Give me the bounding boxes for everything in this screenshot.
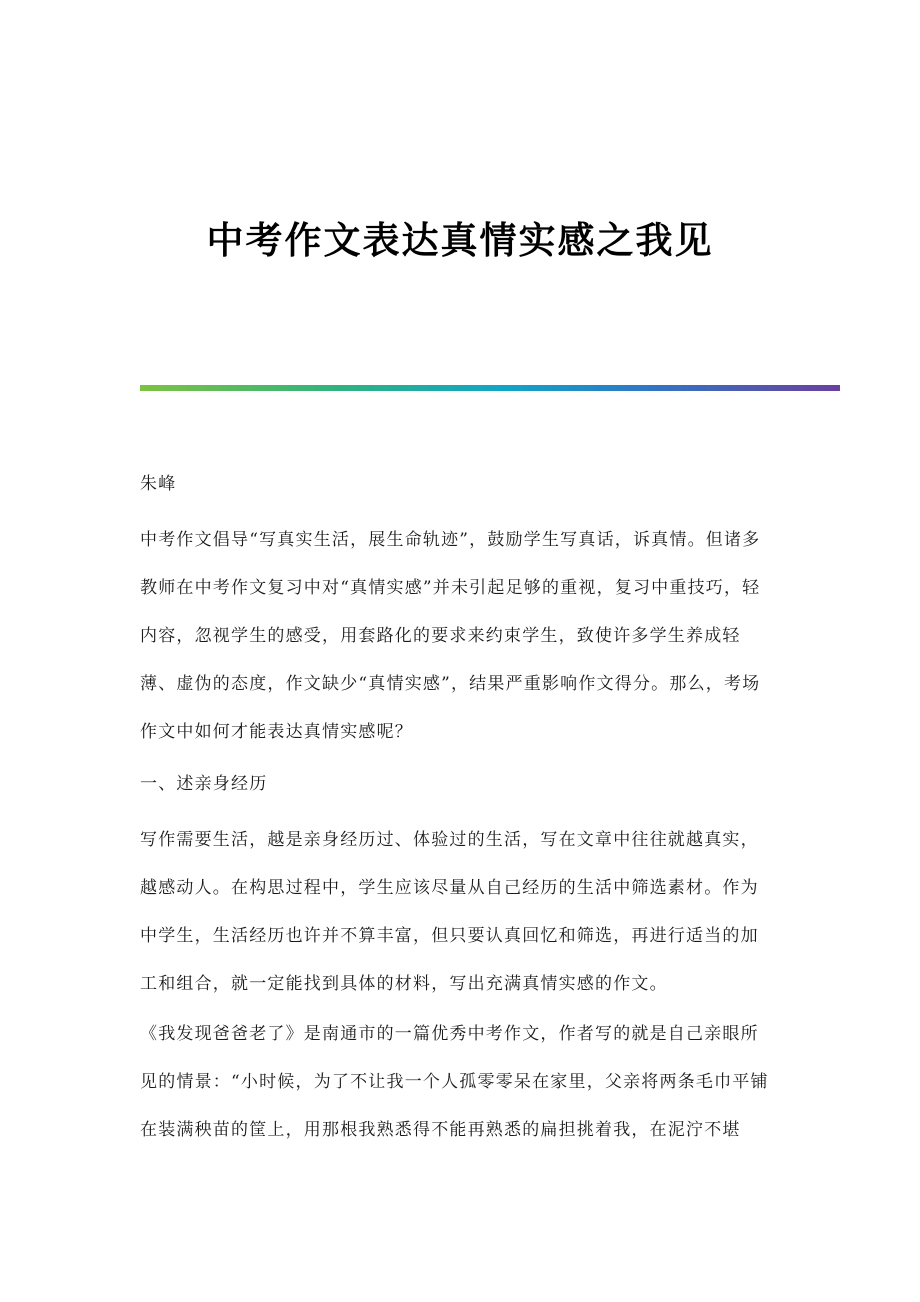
section-paragraph-1: 写作需要生活，越是亲身经历过、体验过的生活，写在文章中往往就越真实，越感动人。在构思过程中，学生应该尽量从自己经历的生活中筛选素材。作为中学生，生活经历也许并不算丰富，但只要认真回忆和筛选，再进行适当的加工和组合，就一定能找到具体的材料，写出充满真情实感的作文。 — [140, 830, 759, 994]
intro-paragraph: 中考作文倡导“写真实生活，展生命轨迹”，鼓励学生写真话，诉真情。但诸多教师在中考作文复习中对“真情实感”并未引起足够的重视，复习中重技巧，轻内容，忽视学生的感受，用套路化的要求来约束学生，致使许多学生养成轻薄、虚伪的态度，作文缺少“真情实感”，结果严重影响作文得分。那么，考场作文中如何才能表达真情实感呢？ — [140, 530, 761, 742]
document-body — [140, 466, 772, 1154]
section-paragraph-2: 《我发现爸爸老了》是南通市的一篇优秀中考作文，作者写的就是自己亲眼所见的情景：“小时候，为了不让我一个人孤零零呆在家里，父亲将两条毛巾平铺在装满秧苗的筐上，用那根我熟悉得不能再熟悉的扁担挑着我，在泥泞不堪 — [140, 1024, 769, 1140]
page-title: 中考作文表达真情实感之我见 — [206, 218, 714, 262]
gradient-divider — [140, 385, 840, 391]
section-heading: 一、述亲身经历 — [140, 774, 268, 794]
author-name: 朱峰 — [140, 474, 177, 494]
